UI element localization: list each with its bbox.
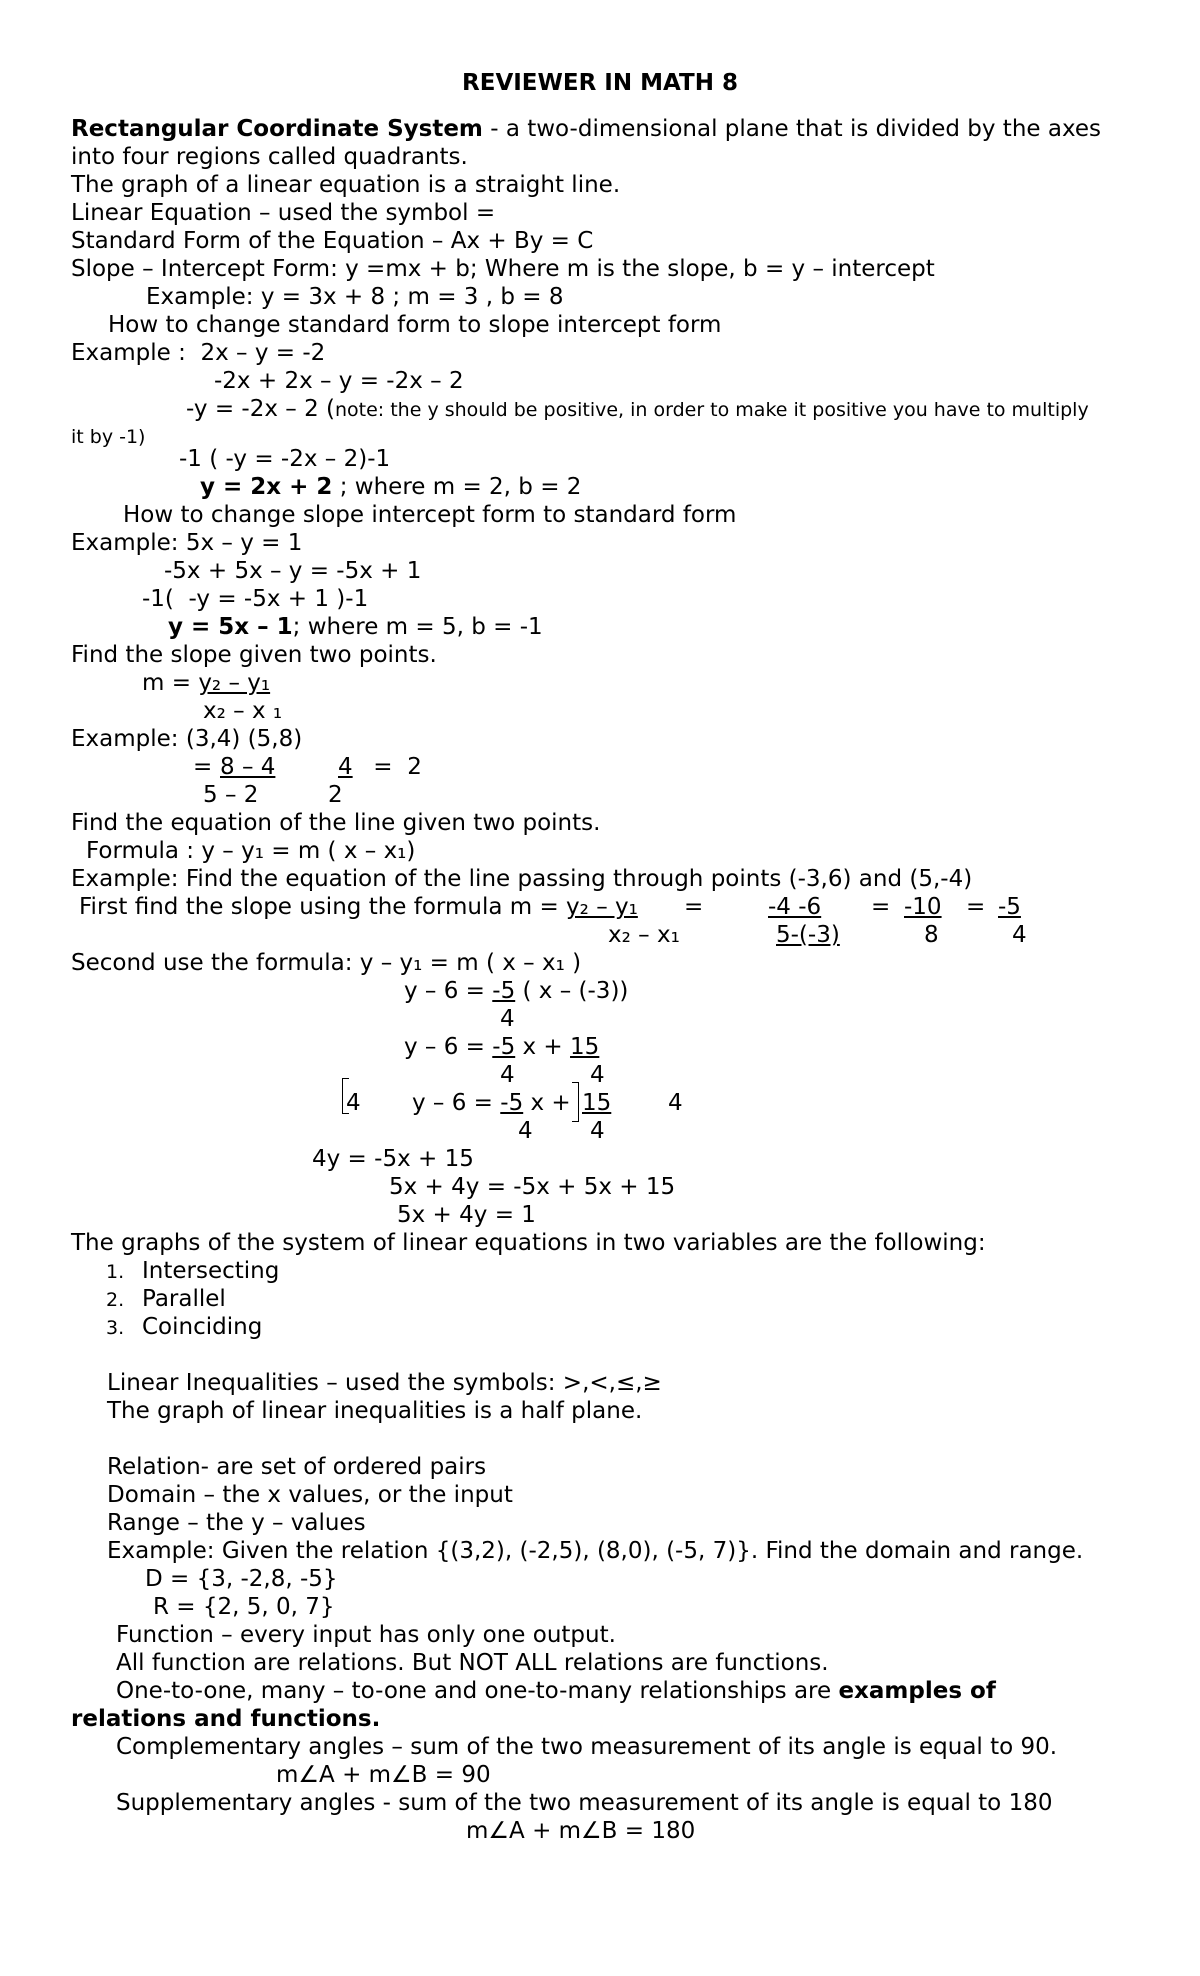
slope-example-result: = 2	[366, 754, 422, 780]
std-to-si-result	[200, 474, 581, 501]
std-to-si-example: Example : 2x – y = -2	[71, 340, 326, 366]
slope-intercept-example: Example: y = 3x + 8 ; m = 3 , b = 8	[146, 284, 564, 310]
slope-example-num-1: 8 – 4	[220, 754, 276, 780]
relation-example: Example: Given the relation {(3,2), (-2,5), (8,0), (-5, 7)}. Find the domain and range.	[107, 1538, 1084, 1564]
supplementary-text: Supplementary angles - sum of the two measurement of its angle is equal to 180	[116, 1790, 1053, 1816]
std-to-si-step-3: -1 ( -y = -2x – 2)-1	[179, 446, 391, 472]
second-step-line-6: 5x + 4y = 1	[397, 1202, 536, 1228]
s2-mid: x +	[515, 1034, 571, 1060]
first-step-frac-3-den: 4	[1012, 922, 1027, 948]
function-text: Function – every input has only one output.	[116, 1622, 616, 1648]
s3-denominator-2: 4	[590, 1118, 605, 1144]
relations-functions-text: All function are relations. But NOT ALL relations are functions.	[116, 1650, 829, 1676]
first-step-label: First find the slope using the formula m =	[79, 894, 567, 920]
list-item	[106, 1314, 124, 1342]
si-to-std-result-values: ; where m = 5, b = -1	[292, 614, 543, 640]
std-to-si-result-values: ; where m = 2, b = 2	[332, 474, 582, 500]
first-step-denominator: x₂ – x₁	[608, 922, 680, 948]
range-text: Range – the y – values	[107, 1510, 366, 1536]
si-to-std-result	[168, 614, 543, 641]
slope-example: Example: (3,4) (5,8)	[71, 726, 303, 752]
half-plane-text: The graph of linear inequalities is a half plane.	[107, 1398, 643, 1424]
slope-two-points-heading: Find the slope given two points.	[71, 642, 437, 668]
slope-example-num-2: 4	[338, 754, 353, 780]
s2-denominator-2: 4	[590, 1062, 605, 1088]
si-to-std-heading: How to change slope intercept form to standard form	[123, 502, 737, 528]
domain-set: D = {3, -2,8, -5}	[145, 1566, 338, 1592]
intro-term: Rectangular Coordinate System	[71, 116, 483, 142]
intro-def: - a two-dimensional plane that is divided by the axes	[482, 116, 1101, 142]
graph-line-text: The graph of a linear equation is a straight line.	[71, 172, 621, 198]
s1-rest: ( x – (-3))	[515, 978, 629, 1004]
first-step-frac-1-den: 5-(-3)	[776, 922, 840, 948]
first-step-frac-2-num: -10	[904, 894, 942, 920]
inequalities-text: Linear Inequalities – used the symbols: >,<,≤,≥	[107, 1370, 662, 1396]
s3-mid: x +	[523, 1090, 579, 1116]
s2-numerator: -5	[492, 1034, 516, 1060]
first-step-frac-2-den: 8	[924, 922, 939, 948]
std-to-si-result-eq: y = 2x + 2	[200, 474, 333, 500]
std-to-si-step-2-eq: -y = -2x – 2 (	[186, 396, 335, 422]
list-item	[106, 1286, 124, 1314]
slope-m-label: m =	[142, 670, 199, 696]
systems-heading: The graphs of the system of linear equations in two variables are the following:	[71, 1230, 986, 1256]
linear-equation-text: Linear Equation – used the symbol =	[71, 200, 496, 226]
right-bracket	[572, 1082, 579, 1122]
std-to-si-note: note: the y should be positive, in order to make it positive you have to multiply	[334, 399, 1089, 421]
s1-numerator: -5	[492, 978, 516, 1004]
first-step-frac-1-num: -4 -6	[768, 894, 822, 920]
list-number: 3.	[106, 1317, 125, 1339]
second-step-line-4: 4y = -5x + 15	[312, 1146, 474, 1172]
std-to-si-note-2: it by -1)	[71, 426, 146, 448]
second-step-text: Second use the formula: y – y₁ = m ( x – x₁ )	[71, 950, 582, 976]
list-item-label: Intersecting	[142, 1258, 280, 1284]
first-step-eq-1: =	[684, 894, 704, 920]
second-step-line-3	[412, 1090, 578, 1117]
mapping-text-bold-2: relations and functions.	[71, 1706, 381, 1732]
list-item	[106, 1258, 124, 1286]
slope-intercept-text: Slope – Intercept Form: y =mx + b; Where m is the slope, b = y – intercept	[71, 256, 935, 282]
slope-example-den-2: 2	[328, 782, 343, 808]
s3-multiplier: 4	[346, 1090, 361, 1116]
slope-formula-denominator: x₂ – x ₁	[203, 698, 283, 724]
s2-numerator-2: 15	[570, 1034, 600, 1060]
first-step-frac-3-num: -5	[998, 894, 1021, 920]
si-to-std-example: Example: 5x – y = 1	[71, 530, 303, 556]
s3-numerator-2: 15	[582, 1090, 612, 1116]
page-title: REVIEWER IN MATH 8	[462, 70, 738, 96]
first-step-text	[79, 894, 638, 921]
si-to-std-step-1: -5x + 5x – y = -5x + 1	[164, 558, 422, 584]
mapping-text	[116, 1678, 996, 1705]
slope-formula-numerator-line	[142, 670, 270, 697]
slope-example-eq: =	[193, 754, 220, 780]
list-item-label: Coinciding	[142, 1314, 263, 1340]
second-step-line-1	[404, 978, 628, 1005]
second-step-line-5: 5x + 4y = -5x + 5x + 15	[389, 1174, 676, 1200]
line-two-points-heading: Find the equation of the line given two points.	[71, 810, 601, 836]
relation-text: Relation- are set of ordered pairs	[107, 1454, 487, 1480]
first-step-eq-2: =	[871, 894, 891, 920]
s3-multiplier-2: 4	[668, 1090, 683, 1116]
si-to-std-result-eq: y = 5x – 1	[168, 614, 293, 640]
mapping-text-bold: examples of	[838, 1678, 996, 1704]
complementary-equation: m∠A + m∠B = 90	[276, 1762, 491, 1788]
second-step-line-2	[404, 1034, 599, 1061]
first-step-numerator: y₂ – y₁	[566, 894, 638, 920]
line-formula: Formula : y – y₁ = m ( x – x₁)	[86, 838, 416, 864]
standard-form-text: Standard Form of the Equation – Ax + By = C	[71, 228, 594, 254]
s1-left: y – 6 =	[404, 978, 493, 1004]
list-number: 2.	[106, 1289, 125, 1311]
domain-text: Domain – the x values, or the input	[107, 1482, 513, 1508]
s2-denominator: 4	[500, 1062, 515, 1088]
intro-line-2: into four regions called quadrants.	[71, 144, 468, 170]
std-to-si-step-2	[186, 396, 1089, 424]
intro-line-1	[71, 116, 1101, 143]
list-item-label: Parallel	[142, 1286, 226, 1312]
s3-numerator: -5	[500, 1090, 524, 1116]
slope-example-den-1: 5 – 2	[203, 782, 259, 808]
supplementary-equation: m∠A + m∠B = 180	[466, 1818, 696, 1844]
list-number: 1.	[106, 1261, 125, 1283]
s3-denominator: 4	[518, 1118, 533, 1144]
line-example: Example: Find the equation of the line passing through points (-3,6) and (5,-4)	[71, 866, 973, 892]
complementary-text: Complementary angles – sum of the two measurement of its angle is equal to 90.	[116, 1734, 1058, 1760]
slope-formula-numerator: y₂ – y₁	[198, 670, 271, 696]
std-to-si-heading: How to change standard form to slope intercept form	[108, 312, 722, 338]
std-to-si-step-1: -2x + 2x – y = -2x – 2	[214, 368, 464, 394]
range-set: R = {2, 5, 0, 7}	[153, 1594, 335, 1620]
mapping-text-plain: One-to-one, many – to-one and one-to-many relationships are	[116, 1678, 839, 1704]
si-to-std-step-2: -1( -y = -5x + 1 )-1	[142, 586, 369, 612]
s1-denominator: 4	[500, 1006, 515, 1032]
s2-left: y – 6 =	[404, 1034, 493, 1060]
first-step-eq-3: =	[966, 894, 986, 920]
s3-left: y – 6 =	[412, 1090, 501, 1116]
